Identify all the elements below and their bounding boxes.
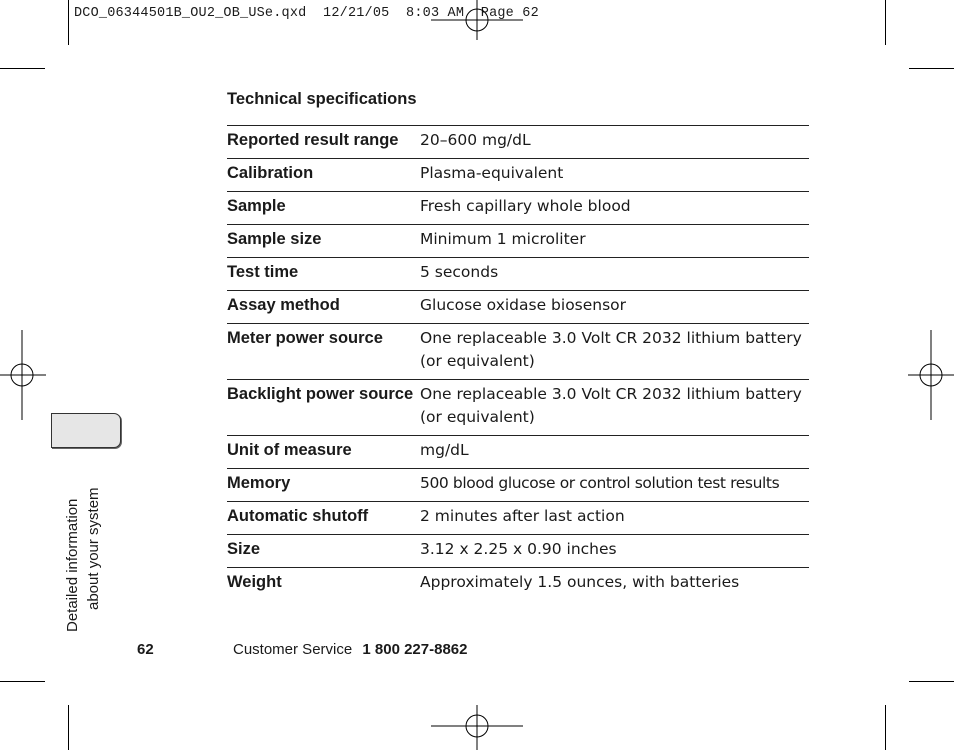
spec-value: 5 seconds [420,263,499,281]
spec-value: Minimum 1 microliter [420,230,586,248]
print-slug: DCO_06344501B_OU2_OB_USe.qxd 12/21/05 8:03 AM Page 62 [74,6,539,21]
spec-row-weight [227,568,809,600]
registration-mark-left-icon [0,330,46,420]
sidebar-section-label [62,412,104,632]
crop-mark-top-right-v [885,0,886,45]
spec-label: Sample size [227,230,322,248]
spec-value: Glucose oxidase biosensor [420,296,627,314]
spec-label: Unit of measure [227,441,352,459]
crop-mark-bottom-left-h [0,681,45,682]
footer-service-label: Customer Service [233,641,353,658]
spec-value: 20–600 mg/dL [420,131,531,149]
spec-value: Fresh capillary whole blood [420,197,631,215]
crop-mark-top-left-h [0,68,45,69]
footer-customer-service [233,641,467,658]
spec-value: 2 minutes after last action [420,507,625,525]
spec-row-unit [227,436,809,469]
crop-mark-bottom-left-v [68,705,69,750]
spec-value: Plasma-equivalent [420,164,564,182]
spec-value: Approximately 1.5 ounces, with batteries [420,573,740,591]
spec-row-backlight-power [227,380,809,436]
spec-row-meter-power [227,324,809,380]
spec-label: Reported result range [227,131,399,149]
spec-label: Weight [227,573,282,591]
registration-mark-bottom-icon [430,705,524,750]
spec-value: 500 blood glucose or control solution test results [420,474,780,492]
page-number: 62 [137,641,154,658]
spec-label: Memory [227,474,291,492]
spec-value: 3.12 x 2.25 x 0.90 inches [420,540,617,558]
spec-row-sample-size [227,225,809,258]
spec-value: One replaceable 3.0 Volt CR 2032 lithium battery (or equivalent) [420,329,802,370]
footer-phone-number: 1 800 227-8862 [362,641,468,658]
section-title: Technical specifications [227,90,417,108]
spec-label: Sample [227,197,286,215]
spec-label: Automatic shutoff [227,507,369,525]
spec-row-memory [227,469,809,502]
spec-row-shutoff [227,502,809,535]
spec-label: Calibration [227,164,314,182]
spec-label: Assay method [227,296,340,314]
sidebar-line-1: Detailed information [64,498,81,632]
spec-label: Backlight power source [227,385,414,403]
registration-mark-top-icon [430,0,524,40]
spec-table [227,125,809,600]
crop-mark-bottom-right-v [885,705,886,750]
crop-mark-top-left-v [68,0,69,45]
crop-mark-top-right-h [909,68,954,69]
spec-row-test-time [227,258,809,291]
registration-mark-right-icon [908,330,954,420]
spec-row-calibration [227,159,809,192]
spec-label: Size [227,540,261,558]
spec-label: Meter power source [227,329,383,347]
spec-label: Test time [227,263,299,281]
spec-row-sample [227,192,809,225]
spec-row-size [227,535,809,568]
spec-value: mg/dL [420,441,469,459]
spec-row-result-range [227,126,809,159]
sidebar-line-2: about your system [85,487,102,610]
spec-value: One replaceable 3.0 Volt CR 2032 lithium battery (or equivalent) [420,385,802,426]
crop-mark-bottom-right-h [909,681,954,682]
spec-row-assay-method [227,291,809,324]
